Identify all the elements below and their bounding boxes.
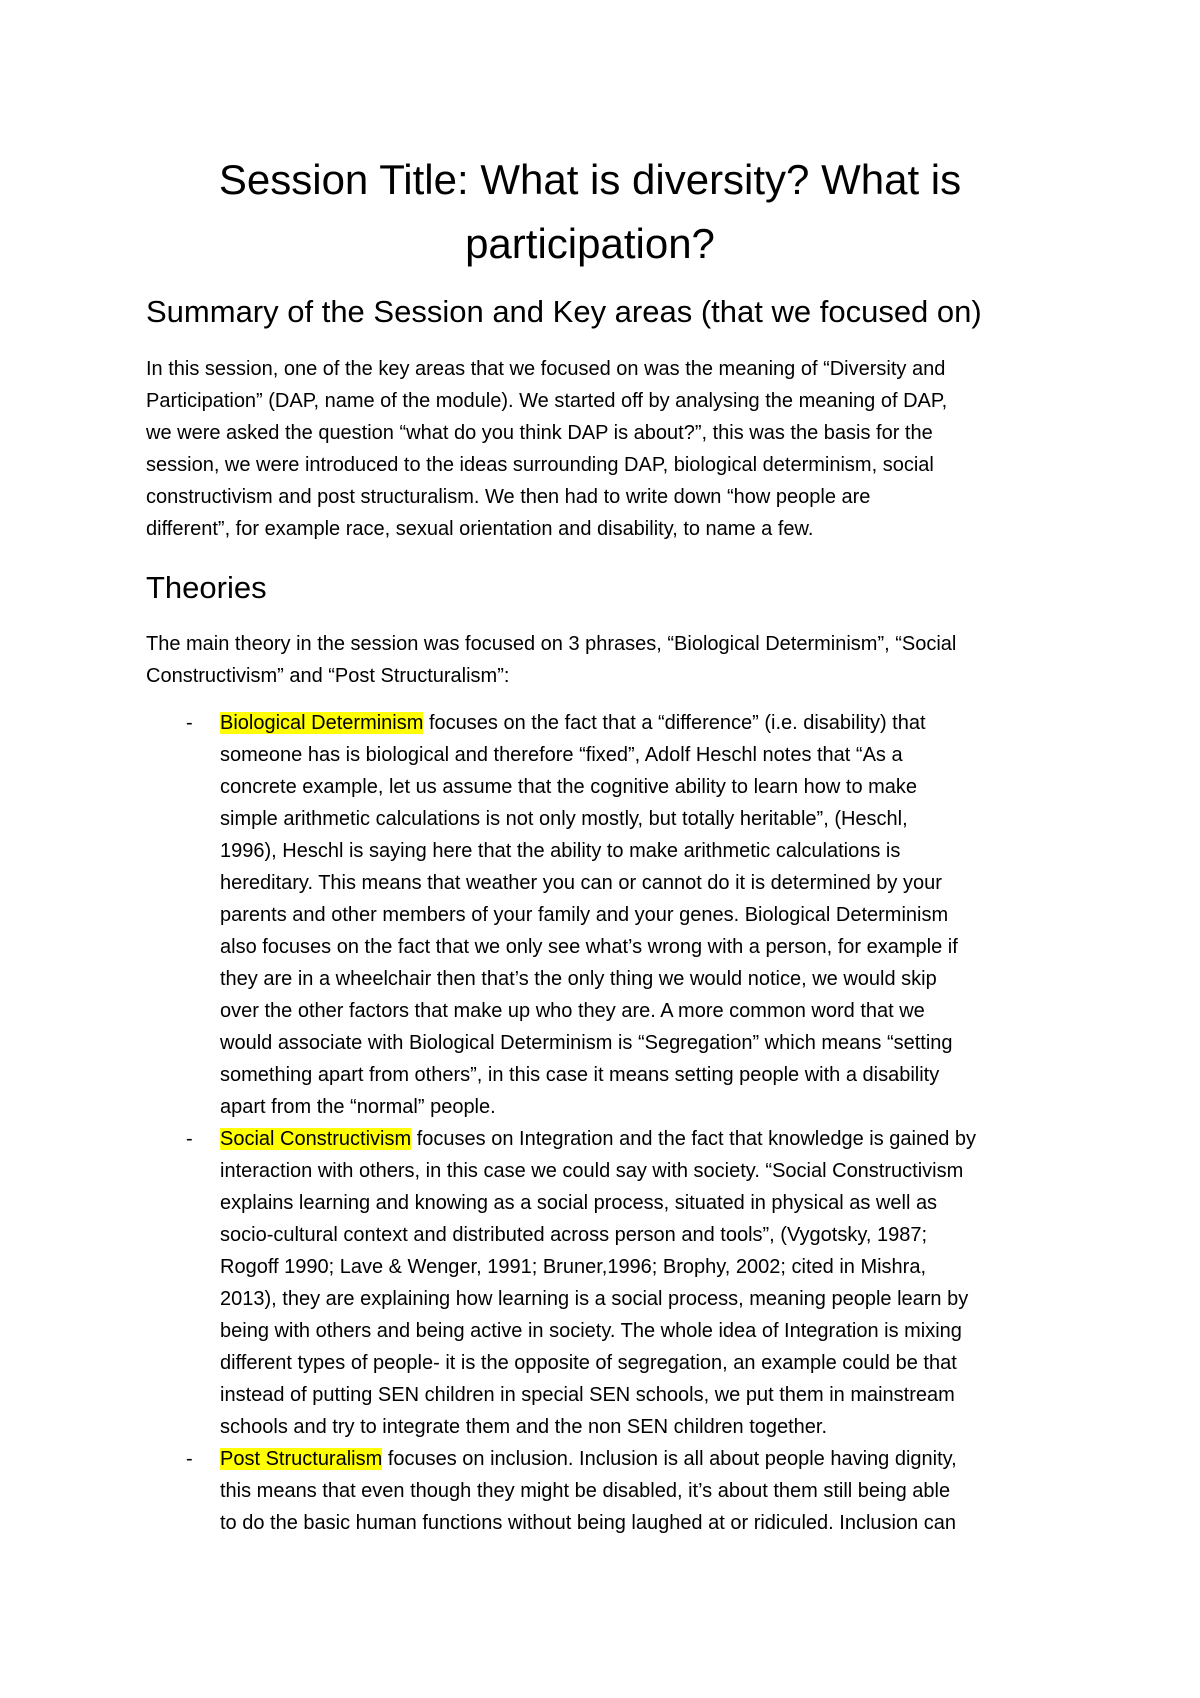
bullet-line: instead of putting SEN children in special SEN schools, we put them in mainstream bbox=[220, 1384, 955, 1406]
summary-line: constructivism and post structuralism. We then had to write down “how people are bbox=[146, 486, 871, 508]
bullet-line: someone has is biological and therefore “fixed”, Adolf Heschl notes that “As a bbox=[220, 744, 903, 766]
page-title bbox=[160, 148, 1020, 276]
bullet-line: explains learning and knowing as a social process, situated in physical as well as bbox=[220, 1192, 938, 1214]
bullet-line: schools and try to integrate them and the non SEN children together. bbox=[220, 1416, 828, 1438]
summary-line: session, we were introduced to the ideas surrounding DAP, biological determinism, social bbox=[146, 454, 934, 476]
bullet-line: different types of people- it is the opposite of segregation, an example could be that bbox=[220, 1352, 957, 1374]
bullet-line: simple arithmetic calculations is not only mostly, but totally heritable”, (Heschl, bbox=[220, 808, 908, 830]
bullet-line: would associate with Biological Determinism is “Segregation” which means “setting bbox=[220, 1032, 953, 1054]
page-title-line: Session Title: What is diversity? What is bbox=[218, 156, 962, 203]
theories-list bbox=[146, 707, 976, 1539]
bullet-dash: - bbox=[186, 1448, 193, 1470]
bullet-line: parents and other members of your family and your genes. Biological Determinism bbox=[220, 904, 949, 926]
summary-line: Participation” (DAP, name of the module). We started off by analysing the meaning of DAP, bbox=[146, 390, 948, 412]
bullet-first-line bbox=[220, 707, 976, 739]
theories-intro-line: The main theory in the session was focused on 3 phrases, “Biological Determinism”, “Social bbox=[146, 633, 957, 655]
bullet-line: concrete example, let us assume that the cognitive ability to learn how to make bbox=[220, 776, 918, 798]
page-title-line: participation? bbox=[465, 220, 715, 267]
summary-heading: Summary of the Session and Key areas (that we focused on) bbox=[146, 294, 982, 329]
bullet-line: interaction with others, in this case we could say with society. “Social Constructivism bbox=[220, 1160, 964, 1182]
bullet-line: 1996), Heschl is saying here that the ability to make arithmetic calculations is bbox=[220, 840, 901, 862]
list-item-social-constructivism bbox=[146, 1123, 976, 1443]
bullet-line: also focuses on the fact that we only see what’s wrong with a person, for example if bbox=[220, 936, 958, 958]
list-item-biological-determinism bbox=[146, 707, 976, 1123]
theories-intro-line: Constructivism” and “Post Structuralism”: bbox=[146, 665, 510, 687]
bullet-line: being with others and being active in society. The whole idea of Integration is mixing bbox=[220, 1320, 962, 1342]
bullet-line: Rogoff 1990; Lave & Wenger, 1991; Bruner,1996; Brophy, 2002; cited in Mishra, bbox=[220, 1256, 927, 1278]
highlighted-term: Post Structuralism bbox=[220, 1448, 383, 1470]
theories-intro-paragraph bbox=[146, 628, 956, 692]
highlighted-term: Biological Determinism bbox=[220, 712, 424, 734]
bullet-line: over the other factors that make up who they are. A more common word that we bbox=[220, 1000, 925, 1022]
bullet-line: this means that even though they might be disabled, it’s about them still being able bbox=[220, 1480, 951, 1502]
highlighted-term: Social Constructivism bbox=[220, 1128, 412, 1150]
bullet-line: they are in a wheelchair then that’s the only thing we would notice, we would skip bbox=[220, 968, 937, 990]
summary-line: In this session, one of the key areas that we focused on was the meaning of “Diversity and bbox=[146, 358, 946, 380]
bullet-first-line-text: focuses on the fact that a “difference” (i.e. disability) that bbox=[423, 712, 926, 734]
bullet-line: apart from the “normal” people. bbox=[220, 1096, 496, 1118]
bullet-first-line bbox=[220, 1443, 976, 1475]
theories-heading: Theories bbox=[146, 570, 267, 605]
summary-line: we were asked the question “what do you think DAP is about?”, this was the basis for the bbox=[146, 422, 933, 444]
bullet-line: to do the basic human functions without being laughed at or ridiculed. Inclusion can bbox=[220, 1512, 957, 1534]
bullet-line: socio-cultural context and distributed across person and tools”, (Vygotsky, 1987; bbox=[220, 1224, 928, 1246]
bullet-dash: - bbox=[186, 712, 193, 734]
bullet-dash: - bbox=[186, 1128, 193, 1150]
list-item-post-structuralism bbox=[146, 1443, 976, 1539]
bullet-line: hereditary. This means that weather you can or cannot do it is determined by your bbox=[220, 872, 942, 894]
summary-line: different”, for example race, sexual orientation and disability, to name a few. bbox=[146, 518, 814, 540]
bullet-line: something apart from others”, in this case it means setting people with a disability bbox=[220, 1064, 940, 1086]
bullet-line: 2013), they are explaining how learning is a social process, meaning people learn by bbox=[220, 1288, 969, 1310]
summary-paragraph bbox=[146, 353, 947, 545]
bullet-first-line bbox=[220, 1123, 976, 1155]
bullet-first-line-text: focuses on inclusion. Inclusion is all about people having dignity, bbox=[382, 1448, 957, 1470]
bullet-first-line-text: focuses on Integration and the fact that knowledge is gained by bbox=[411, 1128, 976, 1150]
